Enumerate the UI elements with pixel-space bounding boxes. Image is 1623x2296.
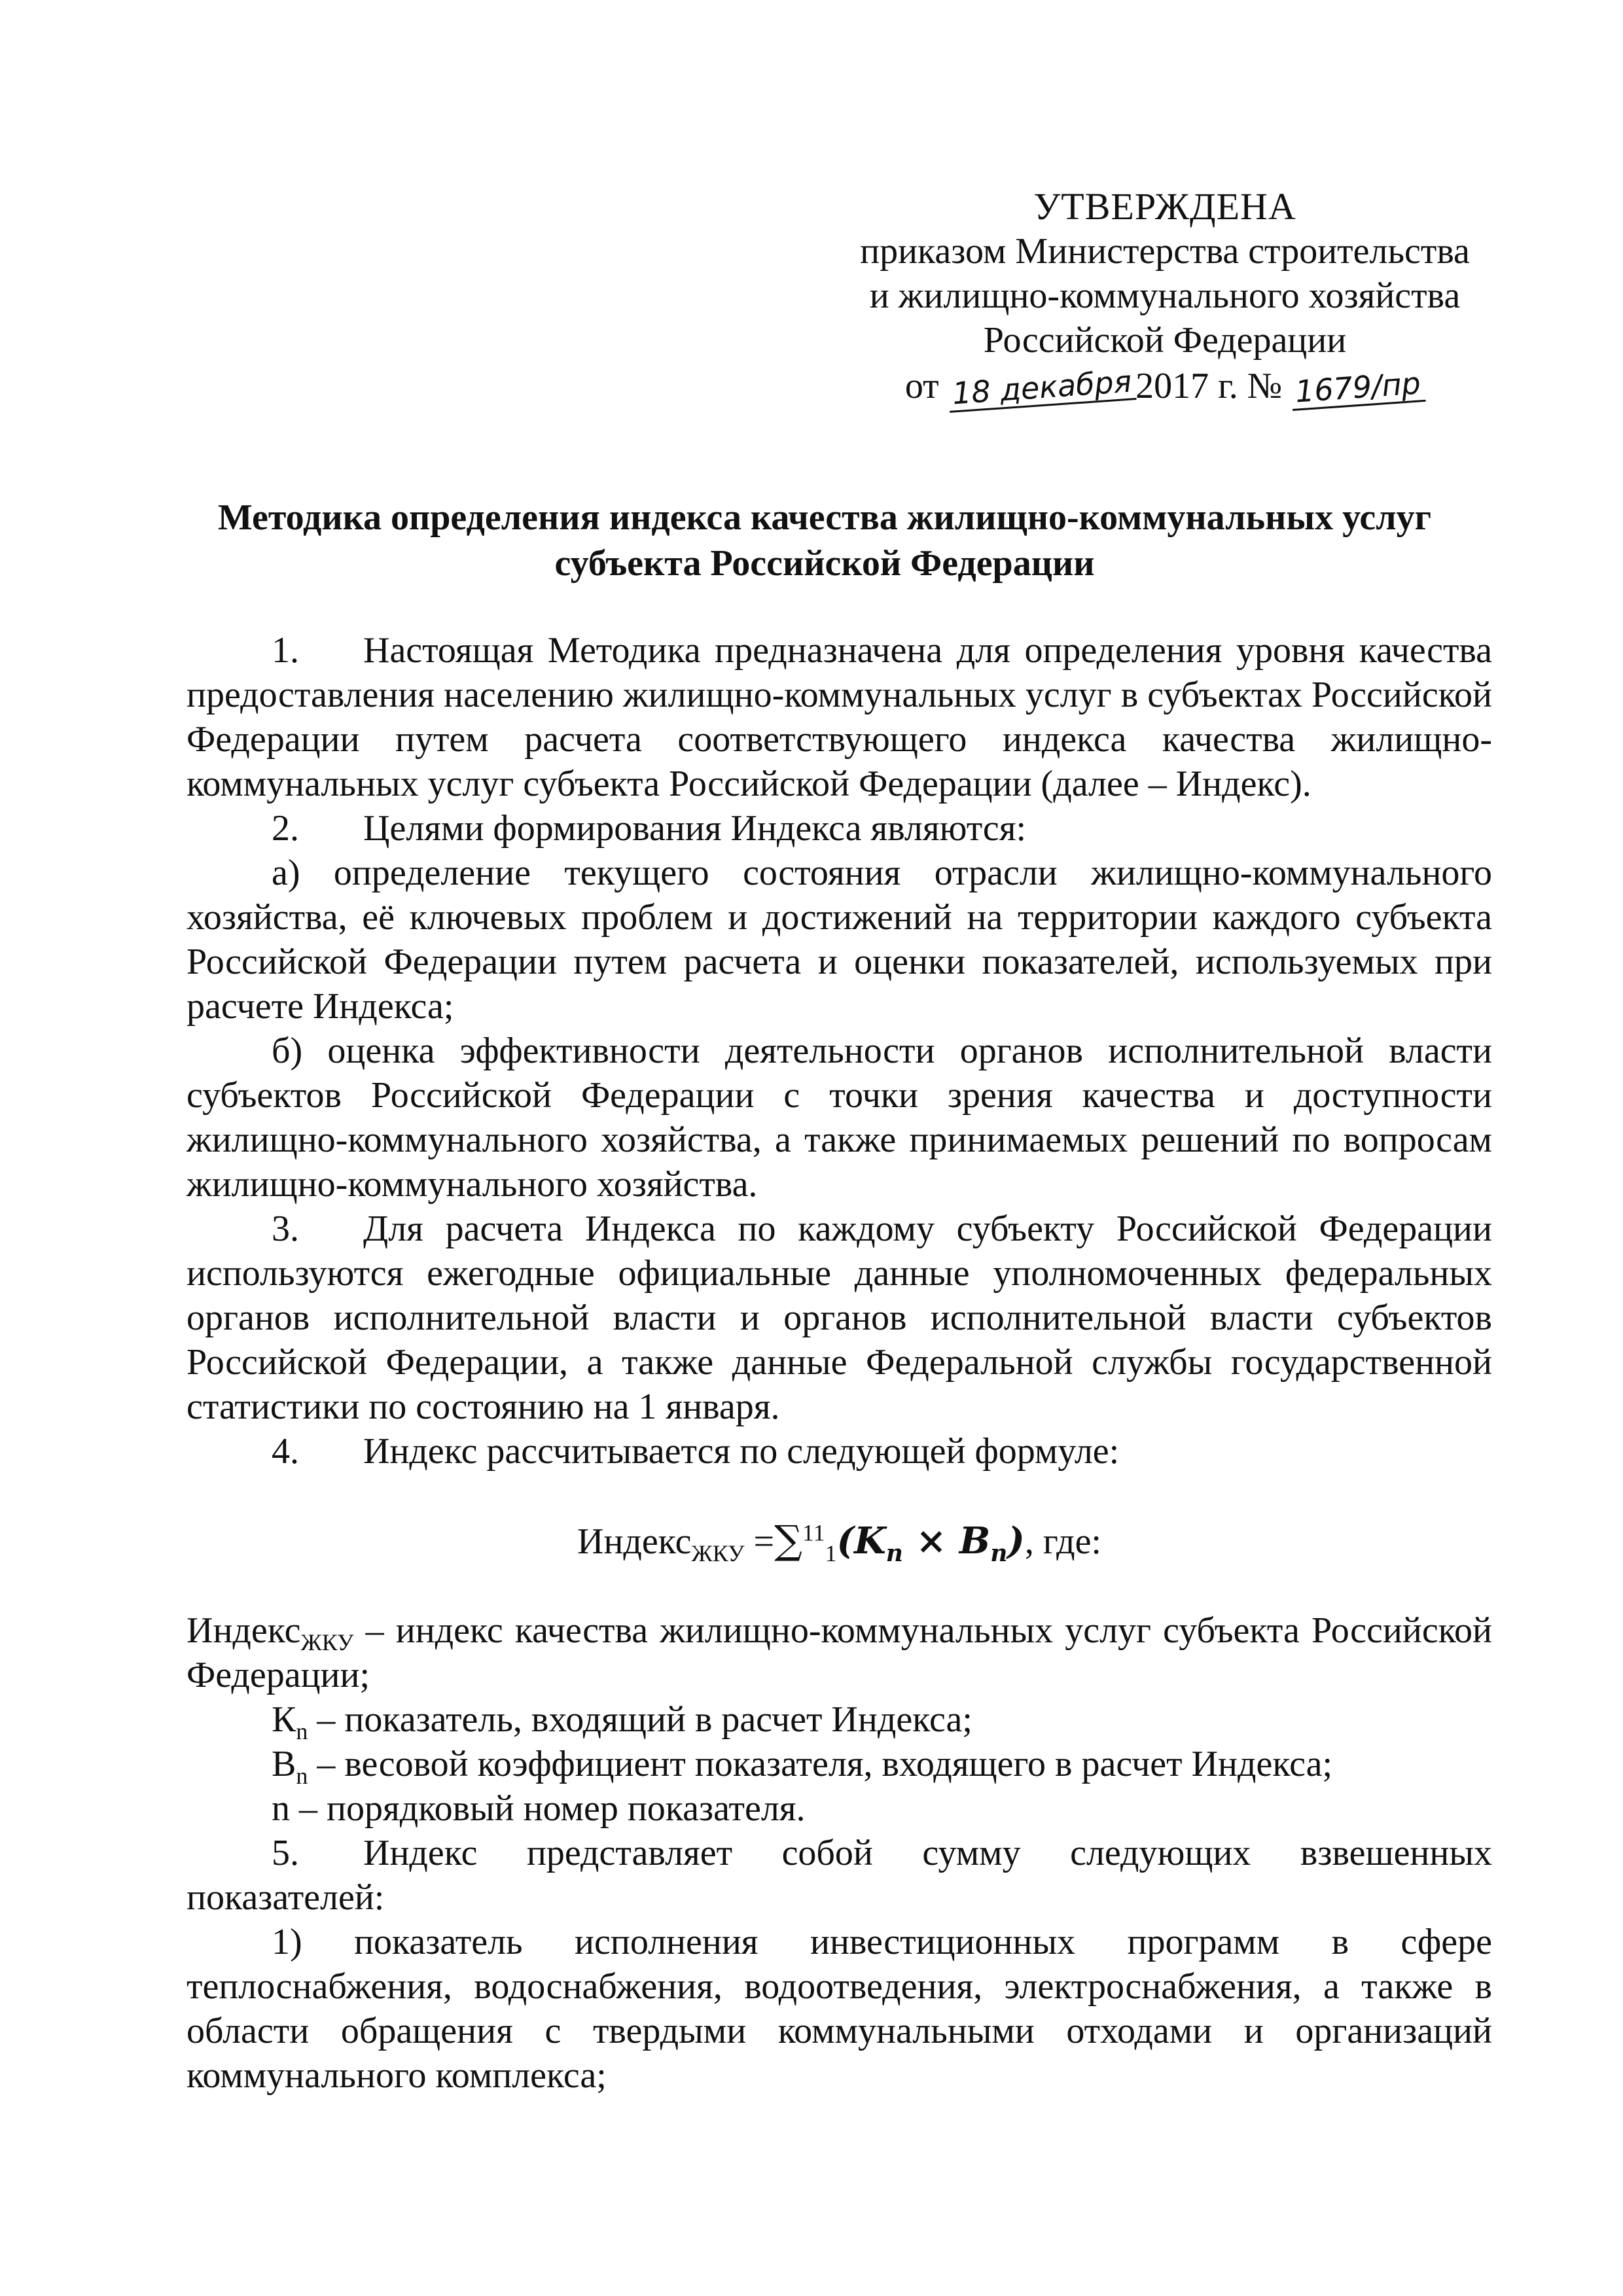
formula-close-paren: ) [1007, 1519, 1025, 1563]
approval-year: 2017 г. № [1135, 366, 1283, 406]
paragraph-5-text: Индекс представляет собой сумму следующих взвешенных показателей: [187, 1833, 1492, 1918]
document-heading [157, 495, 1492, 586]
formula-lhs-sub: ЖКУ [691, 1540, 745, 1567]
formula-b-sub: n [990, 1540, 1008, 1568]
index-formula [187, 1517, 1492, 1568]
definition-index-word: Индекс [187, 1610, 301, 1651]
formula-tail: , где: [1024, 1521, 1101, 1562]
paragraph-5-number: 5. [272, 1833, 299, 1873]
approval-date-line [812, 363, 1518, 412]
paragraph-4 [187, 1429, 1492, 1474]
formula-lhs: Индекс [577, 1521, 692, 1562]
approval-line-3: Российской Федерации [983, 320, 1347, 361]
formula-times: × [902, 1519, 959, 1563]
paragraph-5-item-1: 1) показатель исполнения инвестиционных программ в сфере теплоснабжения, водоснабжения, водоотведения, электроснабжения, а также в области обращения с твердыми коммунальными отходами и организаций коммунального комплекса; [187, 1922, 1492, 2096]
formula-k-sub: n [885, 1540, 903, 1568]
approval-line-2: и жилищно-коммунального хозяйства [869, 275, 1461, 316]
paragraph-3 [187, 1207, 1492, 1429]
paragraph-5 [187, 1831, 1492, 1920]
heading-line-1: Методика определения индекса качества жилищно-коммунальных услуг [217, 497, 1432, 538]
paragraph-1 [187, 628, 1492, 806]
formula-eq: = [744, 1521, 775, 1562]
paragraph-4-number: 4. [272, 1431, 299, 1472]
heading-line-2: субъекта Российской Федерации [554, 543, 1095, 584]
definition-index [187, 1608, 1492, 1697]
definition-b-sub: n [296, 1763, 308, 1790]
definition-b-letter: В [272, 1744, 296, 1784]
paragraph-2-text: Целями формирования Индекса являются: [363, 808, 1027, 849]
formula-open-paren: ( [836, 1519, 855, 1563]
formula-sum-upper: 11 [802, 1519, 825, 1546]
formula-sum-sign: ∑ [774, 1517, 802, 1563]
approval-stamp-block [812, 185, 1518, 412]
approval-line-1: приказом Министерства строительства [860, 231, 1470, 272]
definition-b [187, 1742, 1492, 1790]
definition-k-sub: n [296, 1718, 308, 1745]
paragraph-2-number: 2. [272, 808, 299, 849]
approval-title: УТВЕРЖДЕНА [1033, 185, 1296, 228]
paragraph-4-text: Индекс рассчитывается по следующей формуле: [363, 1431, 1120, 1472]
paragraph-2b: б) оценка эффективности деятельности органов исполнительной власти субъектов Российской Федерации с точки зрения качества и доступности жилищно-коммунального хозяйства, а также принимаемых решений по вопросам жилищно-коммунального хозяйства. [187, 1031, 1492, 1205]
definition-k-letter: К [272, 1699, 296, 1740]
handwritten-date: 18 декабря [947, 364, 1137, 413]
definition-k [187, 1697, 1492, 1745]
formula-b: B [959, 1519, 991, 1563]
paragraph-2 [187, 806, 1492, 851]
date-prefix: от [904, 366, 939, 406]
definition-b-text: – весовой коэффициент показателя, входящего в расчет Индекса; [308, 1744, 1333, 1784]
paragraph-1-number: 1. [272, 630, 299, 671]
paragraph-1-text: Настоящая Методика предназначена для определения уровня качества предоставления населению жилищно-коммунальных услуг в субъектах Российской Федерации путем расчета соответствующего индекса качества жилищно-коммунальных услуг субъекта Российской Федерации (далее – Индекс). [187, 630, 1492, 804]
definition-index-text: – индекс качества жилищно-коммунальных услуг субъекта Российской Федерации; [187, 1610, 1492, 1695]
document-body [187, 628, 1492, 2098]
paragraph-3-text: Для расчета Индекса по каждому субъекту Российской Федерации используются ежегодные официальные данные уполномоченных федеральных органов исполнительной власти и органов исполнительной власти субъектов Российской Федерации, а также данные Федеральной службы государственной статистики по состоянию на 1 января. [187, 1209, 1492, 1427]
handwritten-order-number: 1679/пр [1291, 366, 1426, 411]
definition-n: n – порядковый номер показателя. [272, 1788, 806, 1829]
formula-k: K [854, 1519, 886, 1563]
definition-k-text: – показатель, входящий в расчет Индекса; [308, 1699, 972, 1740]
formula-sum-lower: 1 [825, 1540, 837, 1567]
paragraph-3-number: 3. [272, 1209, 299, 1249]
paragraph-2a: а) определение текущего состояния отрасли жилищно-коммунального хозяйства, её ключевых проблем и достижений на территории каждого субъекта Российской Федерации путем расчета и оценки показателей, используемых при расчете Индекса; [187, 853, 1492, 1027]
definition-index-sub: ЖКУ [300, 1629, 354, 1656]
